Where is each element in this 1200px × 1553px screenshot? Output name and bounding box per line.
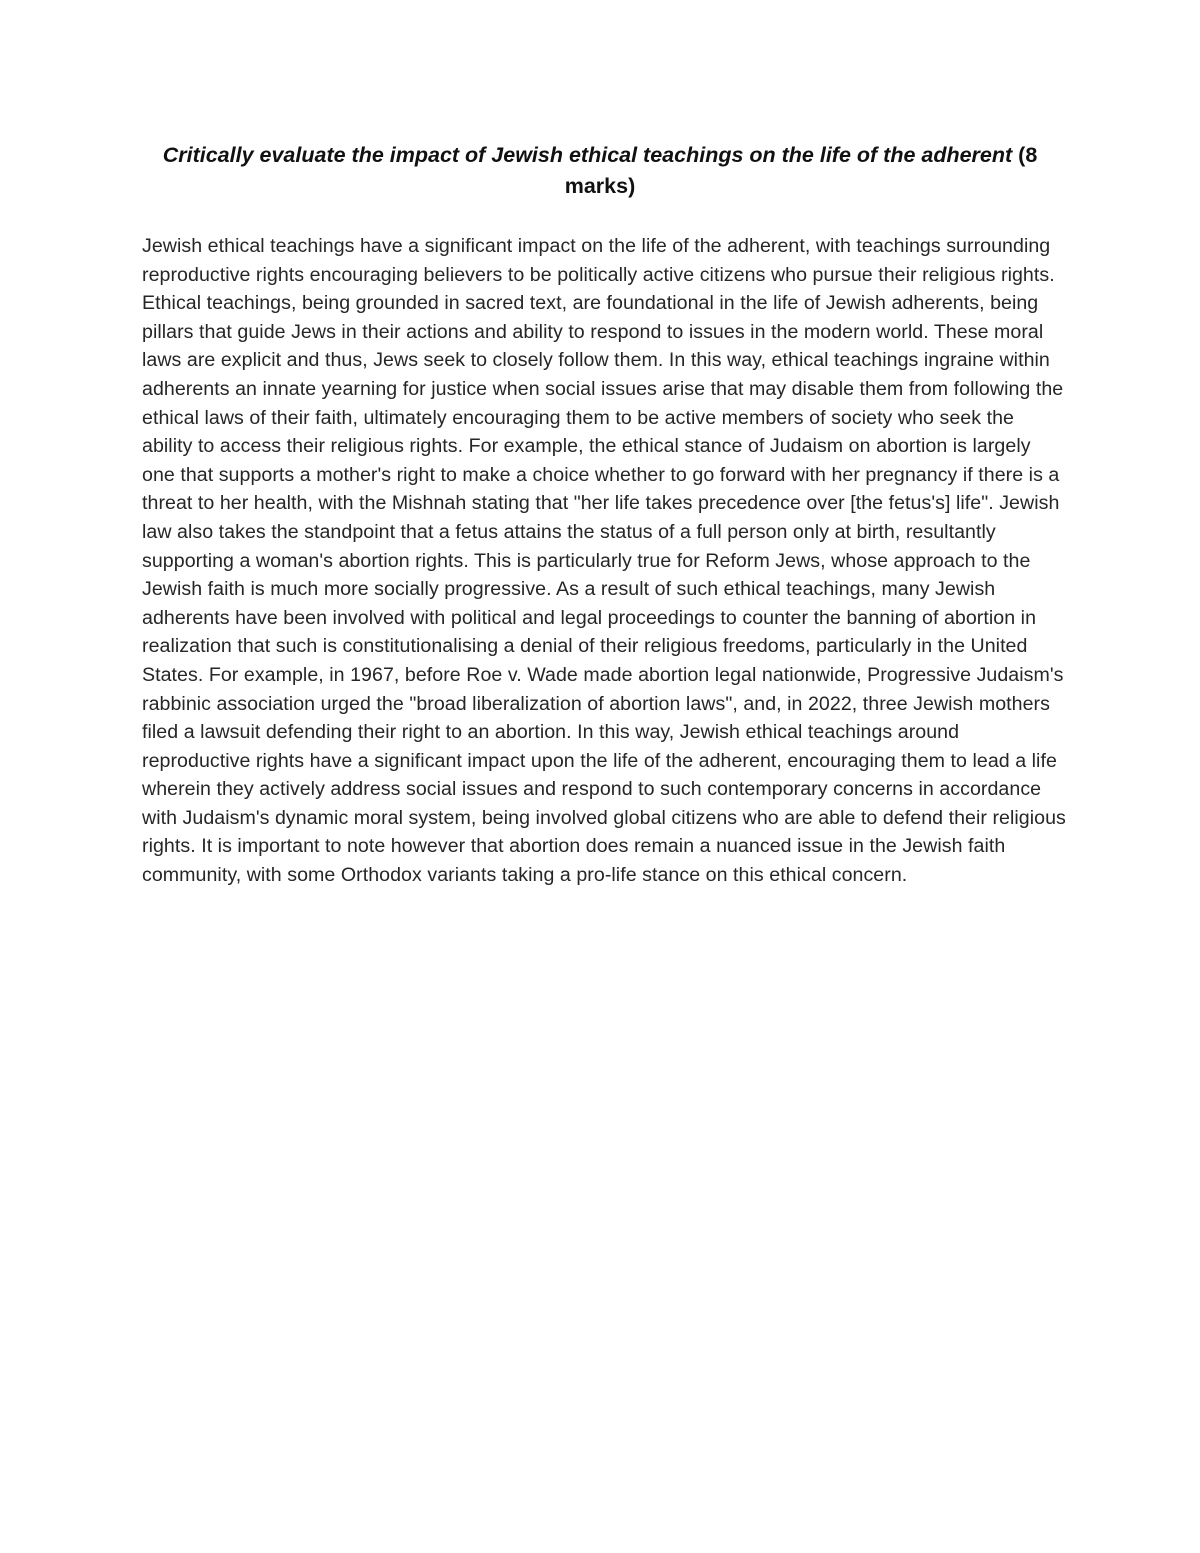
title-marks: (8 marks): [564, 143, 1038, 198]
essay-paragraph: Jewish ethical teachings have a significant impact on the life of the adherent, with teachings surrounding reproductive rights encouraging believers to be politically active citizens who pursue their religious rights. Ethical teachings, being grounded in sacred text, are foundational in the life of Jewish adherents, being pillars that guide Jews in their actions and ability to respond to issues in the modern world. These moral laws are explicit and thus, Jews seek to closely follow them. In this way, ethical teachings ingraine within adherents an innate yearning for justice when social issues arise that may disable them from following the ethical laws of their faith, ultimately encouraging them to be active members of society who seek the ability to access their religious rights. For example, the ethical stance of Judaism on abortion is largely one that supports a mother's right to make a choice whether to go forward with her pregnancy if there is a threat to her health, with the Mishnah stating that "her life takes precedence over [the fetus's] life". Jewish law also takes the standpoint that a fetus attains the status of a full person only at birth, resultantly supporting a woman's abortion rights. This is particularly true for Reform Jews, whose approach to the Jewish faith is much more socially progressive. As a result of such ethical teachings, many Jewish adherents have been involved with political and legal proceedings to counter the banning of abortion in realization that such is constitutionalising a denial of their religious freedoms, particularly in the United States. For example, in 1967, before Roe v. Wade made abortion legal nationwide, Progressive Judaism's rabbinic association urged the "broad liberalization of abortion laws", and, in 2022, three Jewish mothers filed a lawsuit defending their right to an abortion. In this way, Jewish ethical teachings around reproductive rights have a significant impact upon the life of the adherent, encouraging them to lead a life wherein they actively address social issues and respond to such contemporary concerns in accordance with Judaism's dynamic moral system, being involved global citizens who are able to defend their religious rights. It is important to note however that abortion does remain a nuanced issue in the Jewish faith community, with some Orthodox variants taking a pro-life stance on this ethical concern.: [142, 235, 1066, 887]
title-question: Critically evaluate the impact of Jewish ethical teachings on the life of the adherent: [162, 143, 1013, 167]
document-title: [142, 140, 1058, 202]
